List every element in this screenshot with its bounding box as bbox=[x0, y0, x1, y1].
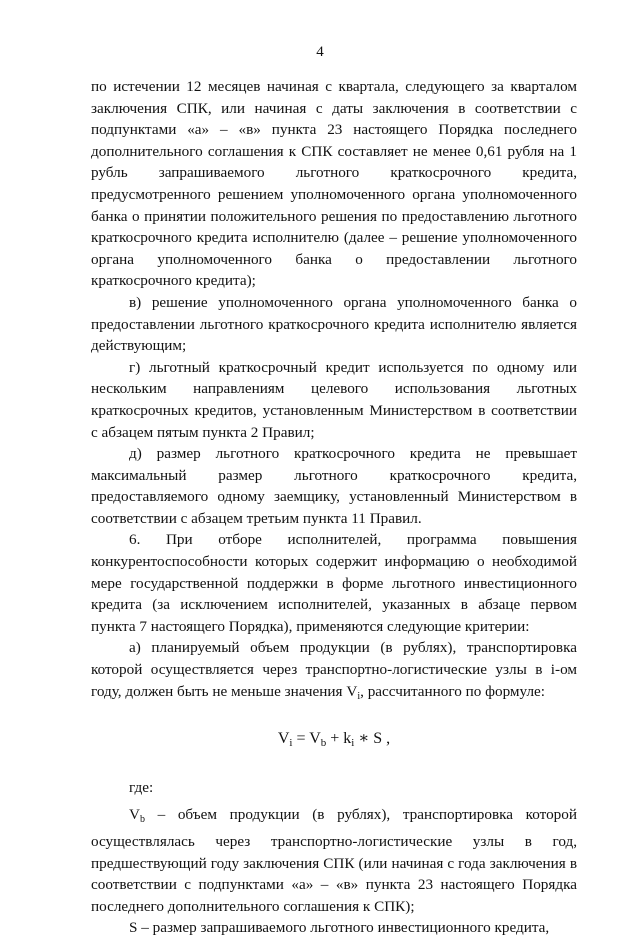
formula bbox=[91, 728, 577, 755]
definition-s bbox=[91, 917, 577, 939]
page-number: 4 bbox=[316, 44, 324, 60]
item-a-text-end: , рассчитанного по формуле: bbox=[360, 682, 546, 700]
formula-term-k-sub: i bbox=[351, 737, 355, 750]
item-a-subscript: i bbox=[357, 690, 361, 702]
paragraph-item-v: в) решение уполномоченного органа уполномоченного банка о предоставлении льготного краткосрочного кредита исполнителю является действующим; bbox=[91, 293, 577, 355]
formula-term-vb: V bbox=[309, 730, 321, 748]
formula-equals: = bbox=[292, 730, 310, 748]
formula-term-s: S bbox=[373, 730, 383, 748]
definition-vb bbox=[91, 804, 577, 917]
document-body bbox=[91, 76, 577, 939]
formula-term-k: k bbox=[343, 730, 352, 748]
item-a-text: а) планируемый объем продукции (в рублях), транспортировка которой осуществляется через транспортно-логистические узлы в i-ом году, должен быть не меньше значения V bbox=[91, 639, 577, 700]
definition-vb-subscript: b bbox=[139, 814, 145, 826]
formula-multiply: ∗ bbox=[354, 730, 374, 748]
where-label: где: bbox=[129, 778, 154, 796]
paragraph-continuation: по истечении 12 месяцев начиная с квартала, следующего за кварталом заключения СПК, или начиная с даты заключения в соответствии с подпунктами «а» – «в» пункта 23 настоящего Порядка последнего дополнительного соглашения к СПК составляет не менее 0,61 рубля на 1 рубль запрашиваемого льготного краткосрочного кредита, предусмотренного решением уполномоченного органа уполномоченного банка о принятии положительного решения по предоставлению льготного краткосрочного кредита исполнителю (далее – решение уполномоченного органа уполномоченного банка о предоставлении льготного краткосрочного кредита); bbox=[91, 78, 577, 290]
formula-end: , bbox=[382, 730, 391, 748]
definition-s-symbol: S bbox=[129, 919, 138, 937]
paragraph-item-a bbox=[91, 637, 577, 707]
formula-plus: + bbox=[326, 730, 344, 748]
formula-lhs-sub: i bbox=[289, 737, 293, 750]
formula-term-vb-sub: b bbox=[320, 737, 327, 750]
formula-lhs: V bbox=[277, 730, 290, 748]
definition-vb-text: – объем продукции (в рублях), транспортировка которой осуществлялась через транспортно-логистические узлы в год, предшествующий году заключения СПК (или начиная с года заключения в соответствии с подпунктами «а» – «в» пункта 23 настоящего Порядка последнего дополнительного соглашения к СПК); bbox=[91, 806, 577, 915]
definition-s-text: – размер запрашиваемого льготного инвестиционного кредита, bbox=[137, 919, 550, 937]
paragraph-section-6: 6. При отборе исполнителей, программа повышения конкурентоспособности которых содержит информацию о необходимой мере государственной поддержки в форме льготного инвестиционного кредита (за исключением исполнителей, указанных в абзаце первом пункта 7 настоящего Порядка), применяются следующие критерии: bbox=[91, 531, 577, 635]
definition-vb-symbol: V bbox=[129, 806, 140, 824]
paragraph-item-d: д) размер льготного краткосрочного кредита не превышает максимальный размер льготного краткосрочного кредита, предоставляемого одному заемщику, установленный Министерством в соответствии с абзацем третьим пункта 11 Правил. bbox=[91, 445, 577, 527]
paragraph-item-g: г) льготный краткосрочный кредит используется по одному или нескольким направлениям целевого использования льготных краткосрочных кредитов, установленным Министерством в соответствии с абзацем пятым пункта 2 Правил; bbox=[91, 358, 577, 441]
